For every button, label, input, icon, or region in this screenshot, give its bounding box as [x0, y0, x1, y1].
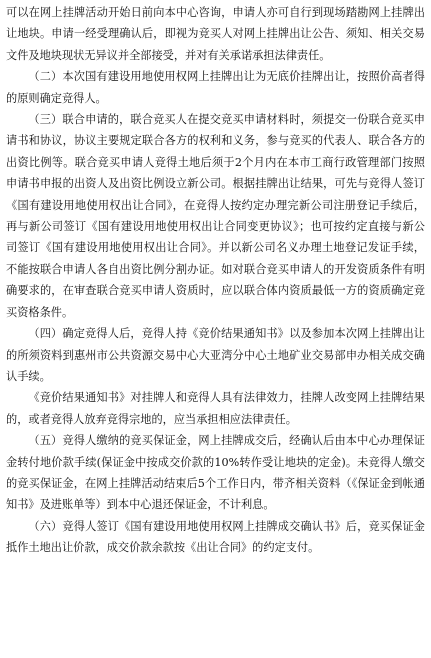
paragraph-6: （五）竞得人缴纳的竞买保证金，网上挂牌成交后，经确认后由本中心办理保证金转付地价款手续(保证金中按成交价款的10%转作受让地块的定金)。未竞得人缴交的竞买保证金，在网上挂牌活动结束后5个工作日内，带齐相关资料（《保证金到帐通知书》及进账单等）到本中心退还保证金，不计利息。 — [6, 434, 425, 512]
paragraph-7: （六）竞得人签订《国有建设用地使用权网上挂牌成交确认书》后，竞买保证金抵作土地出让价款，成交价款余款按《出让合同》的约定支付。 — [6, 519, 425, 555]
paragraph-2: （二）本次国有建设用地使用权网上挂牌出让为无底价挂牌出让，按照价高者得的原则确定竞得人。 — [6, 70, 425, 105]
paragraph-1: 可以在网上挂牌活动开始日前向本中心咨询，申请人亦可自行到现场踏勘网上挂牌出让地块。申请一经受理确认后，即视为竞买人对网上挂牌出让公告、须知、相关交易文件及地块现状无异议并全部接受，并对有关承诺承担法律责任。 — [6, 6, 425, 62]
paragraph-4: （四）确定竞得人后，竞得人持《竞价结果通知书》以及参加本次网上挂牌出让的所须资料到惠州市公共资源交易中心大亚湾分中心土地矿业交易部申办相关成交确认手续。 — [6, 327, 425, 383]
paragraph-3: （三）联合申请的，联合竞买人在提交竞买申请材料时，须提交一份联合竞买申请书和协议，协议主要规定联合各方的权利和义务，参与竞买的代表人、联合各方的出资比例等。联合竞买申请人竞得土地后须于2个月内在本市工商行政管理部门按照申请书申报的出资人及出资比例设立新公司。根据挂牌出让结果，可先与竞得人签订《国有建设用地使用权出让合同》，在竞得人按约定办理完新公司注册登记手续后，再与新公司签订《国有建设用地使用权出让合同变更协议》；也可按约定直接与新公司签订《国有建设用地使用权出让合同》。并以新公司名义办理土地登记发证手续，不能按联合申请人各自出资比例分割办证。如对联合竞买申请人的开发资质条件有明确要求的，在审查联合竞买申请人资质时，应以联合体内资质最低一方的资质确定竞买资格条件。 — [6, 113, 425, 319]
paragraph-5: 《竞价结果通知书》对挂牌人和竞得人具有法律效力，挂牌人改变网上挂牌结果的，或者竞得人放弃竞得宗地的，应当承担相应法律责任。 — [6, 391, 425, 426]
